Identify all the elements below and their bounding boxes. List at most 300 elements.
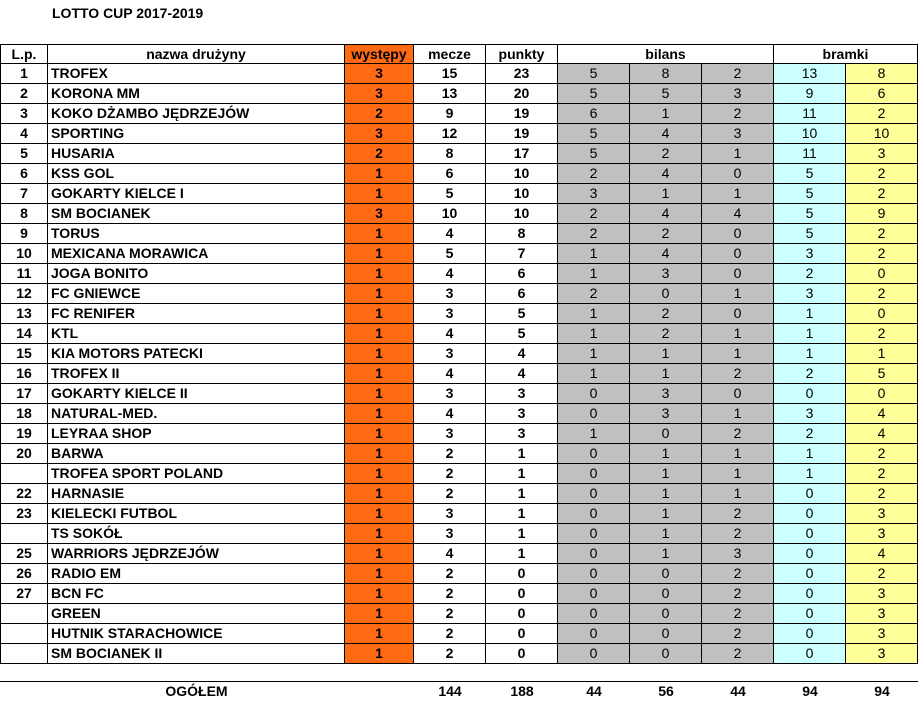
cell-bilans-3: 3 bbox=[702, 124, 774, 144]
cell-name: WARRIORS JĘDRZEJÓW bbox=[48, 544, 345, 564]
cell-bramki-2: 2 bbox=[846, 184, 918, 204]
cell-mecze: 6 bbox=[414, 164, 486, 184]
cell-name: LEYRAA SHOP bbox=[48, 424, 345, 444]
cell-lp: 20 bbox=[0, 444, 48, 464]
totals-label: OGÓŁEM bbox=[48, 682, 345, 702]
cell-name: TROFEA SPORT POLAND bbox=[48, 464, 345, 484]
cell-bramki-2: 3 bbox=[846, 524, 918, 544]
cell-lp: 10 bbox=[0, 244, 48, 264]
cell-lp: 16 bbox=[0, 364, 48, 384]
cell-bramki-1: 3 bbox=[774, 284, 846, 304]
cell-bramki-1: 1 bbox=[774, 444, 846, 464]
cell-mecze: 3 bbox=[414, 504, 486, 524]
cell-bilans-2: 8 bbox=[630, 64, 702, 84]
cell-bilans-1: 1 bbox=[558, 304, 630, 324]
cell-bilans-3: 1 bbox=[702, 144, 774, 164]
cell-name: BCN FC bbox=[48, 584, 345, 604]
table-row bbox=[0, 324, 918, 344]
table-row bbox=[0, 164, 918, 184]
cell-bilans-3: 0 bbox=[702, 384, 774, 404]
cell-mecze: 8 bbox=[414, 144, 486, 164]
cell-lp: 18 bbox=[0, 404, 48, 424]
cell-bilans-2: 0 bbox=[630, 564, 702, 584]
cell-bramki-1: 0 bbox=[774, 544, 846, 564]
cell-bilans-2: 2 bbox=[630, 304, 702, 324]
cell-bramki-2: 5 bbox=[846, 364, 918, 384]
cell-bilans-2: 1 bbox=[630, 544, 702, 564]
cell-punkty: 4 bbox=[486, 364, 558, 384]
totals-bilans-1: 44 bbox=[558, 682, 630, 702]
table-row bbox=[0, 284, 918, 304]
table-row bbox=[0, 344, 918, 364]
cell-mecze: 3 bbox=[414, 384, 486, 404]
cell-punkty: 0 bbox=[486, 644, 558, 664]
cell-punkty: 8 bbox=[486, 224, 558, 244]
cell-bramki-1: 1 bbox=[774, 344, 846, 364]
cell-lp: 2 bbox=[0, 84, 48, 104]
totals-punkty: 188 bbox=[486, 682, 558, 702]
cell-bilans-3: 2 bbox=[702, 364, 774, 384]
cell-lp: 22 bbox=[0, 484, 48, 504]
cell-bramki-2: 2 bbox=[846, 284, 918, 304]
cell-punkty: 6 bbox=[486, 264, 558, 284]
cell-lp bbox=[0, 644, 48, 664]
table-row bbox=[0, 204, 918, 224]
cell-bramki-2: 4 bbox=[846, 424, 918, 444]
cell-name: SM BOCIANEK II bbox=[48, 644, 345, 664]
cell-punkty: 0 bbox=[486, 564, 558, 584]
cell-bramki-1: 11 bbox=[774, 144, 846, 164]
cell-bramki-2: 3 bbox=[846, 644, 918, 664]
cell-bilans-2: 0 bbox=[630, 644, 702, 664]
cell-bilans-2: 1 bbox=[630, 524, 702, 544]
cell-punkty: 1 bbox=[486, 504, 558, 524]
cell-bilans-2: 0 bbox=[630, 584, 702, 604]
cell-name: NATURAL-MED. bbox=[48, 404, 345, 424]
cell-bilans-3: 1 bbox=[702, 484, 774, 504]
cell-bramki-1: 3 bbox=[774, 244, 846, 264]
cell-wystepy: 1 bbox=[345, 364, 414, 384]
table-row bbox=[0, 84, 918, 104]
cell-punkty: 0 bbox=[486, 584, 558, 604]
cell-bilans-2: 2 bbox=[630, 224, 702, 244]
cell-lp bbox=[0, 524, 48, 544]
cell-bilans-1: 2 bbox=[558, 284, 630, 304]
cell-punkty: 1 bbox=[486, 464, 558, 484]
header-bramki: bramki bbox=[774, 44, 918, 64]
cell-bramki-1: 5 bbox=[774, 204, 846, 224]
cell-bilans-1: 0 bbox=[558, 484, 630, 504]
cell-lp bbox=[0, 624, 48, 644]
cell-name: KTL bbox=[48, 324, 345, 344]
cell-name: TROFEX II bbox=[48, 364, 345, 384]
cell-punkty: 19 bbox=[486, 124, 558, 144]
cell-wystepy: 1 bbox=[345, 524, 414, 544]
cell-wystepy: 3 bbox=[345, 124, 414, 144]
cell-punkty: 1 bbox=[486, 484, 558, 504]
cell-punkty: 10 bbox=[486, 164, 558, 184]
cell-bramki-2: 9 bbox=[846, 204, 918, 224]
cell-bilans-1: 1 bbox=[558, 244, 630, 264]
cell-mecze: 2 bbox=[414, 564, 486, 584]
cell-bramki-2: 2 bbox=[846, 164, 918, 184]
cell-bramki-1: 0 bbox=[774, 504, 846, 524]
cell-bilans-1: 2 bbox=[558, 204, 630, 224]
cell-wystepy: 2 bbox=[345, 144, 414, 164]
cell-bilans-2: 0 bbox=[630, 284, 702, 304]
header-wystepy: występy bbox=[345, 44, 414, 64]
cell-name: TS SOKÓŁ bbox=[48, 524, 345, 544]
cell-bilans-3: 0 bbox=[702, 264, 774, 284]
cell-bilans-1: 6 bbox=[558, 104, 630, 124]
cell-lp: 14 bbox=[0, 324, 48, 344]
cell-bilans-3: 2 bbox=[702, 104, 774, 124]
cell-bramki-1: 0 bbox=[774, 564, 846, 584]
cell-bilans-1: 0 bbox=[558, 384, 630, 404]
cell-wystepy: 3 bbox=[345, 204, 414, 224]
cell-bilans-3: 1 bbox=[702, 444, 774, 464]
table-row bbox=[0, 304, 918, 324]
cell-wystepy: 1 bbox=[345, 224, 414, 244]
cell-wystepy: 1 bbox=[345, 384, 414, 404]
cell-bramki-1: 0 bbox=[774, 644, 846, 664]
cell-bilans-2: 1 bbox=[630, 464, 702, 484]
cell-bilans-1: 0 bbox=[558, 404, 630, 424]
cell-mecze: 3 bbox=[414, 424, 486, 444]
cell-bramki-2: 2 bbox=[846, 444, 918, 464]
cell-mecze: 9 bbox=[414, 104, 486, 124]
cell-mecze: 3 bbox=[414, 304, 486, 324]
cell-lp: 25 bbox=[0, 544, 48, 564]
cell-bramki-2: 0 bbox=[846, 304, 918, 324]
cell-bilans-2: 1 bbox=[630, 484, 702, 504]
totals-mecze: 144 bbox=[414, 682, 486, 702]
cell-bramki-2: 0 bbox=[846, 384, 918, 404]
cell-bilans-2: 1 bbox=[630, 444, 702, 464]
cell-bilans-1: 5 bbox=[558, 84, 630, 104]
cell-bilans-3: 1 bbox=[702, 464, 774, 484]
cell-bilans-3: 1 bbox=[702, 184, 774, 204]
cell-wystepy: 1 bbox=[345, 484, 414, 504]
cell-wystepy: 1 bbox=[345, 304, 414, 324]
totals-row bbox=[0, 682, 918, 702]
cell-bramki-2: 4 bbox=[846, 404, 918, 424]
cell-bilans-2: 4 bbox=[630, 204, 702, 224]
table-row bbox=[0, 524, 918, 544]
cell-bramki-1: 1 bbox=[774, 464, 846, 484]
cell-wystepy: 1 bbox=[345, 604, 414, 624]
cell-bilans-3: 0 bbox=[702, 164, 774, 184]
cell-bilans-2: 1 bbox=[630, 364, 702, 384]
cell-lp: 23 bbox=[0, 504, 48, 524]
cell-bramki-1: 1 bbox=[774, 324, 846, 344]
cell-name: HUTNIK STARACHOWICE bbox=[48, 624, 345, 644]
cell-bilans-1: 1 bbox=[558, 324, 630, 344]
cell-mecze: 3 bbox=[414, 344, 486, 364]
cell-name: SM BOCIANEK bbox=[48, 204, 345, 224]
cell-bilans-2: 3 bbox=[630, 264, 702, 284]
cell-wystepy: 1 bbox=[345, 164, 414, 184]
cell-punkty: 7 bbox=[486, 244, 558, 264]
spacer-row bbox=[0, 662, 918, 682]
cell-wystepy: 1 bbox=[345, 464, 414, 484]
cell-bilans-1: 5 bbox=[558, 144, 630, 164]
totals-bilans-3: 44 bbox=[702, 682, 774, 702]
cell-mecze: 2 bbox=[414, 624, 486, 644]
cell-mecze: 3 bbox=[414, 284, 486, 304]
cell-name: FC GNIEWCE bbox=[48, 284, 345, 304]
cell-wystepy: 1 bbox=[345, 644, 414, 664]
cell-bramki-2: 8 bbox=[846, 64, 918, 84]
table-row bbox=[0, 624, 918, 644]
cell-mecze: 2 bbox=[414, 584, 486, 604]
header-mecze: mecze bbox=[414, 44, 486, 64]
cell-bramki-1: 2 bbox=[774, 424, 846, 444]
cell-wystepy: 1 bbox=[345, 504, 414, 524]
cell-mecze: 4 bbox=[414, 324, 486, 344]
cell-bramki-2: 3 bbox=[846, 604, 918, 624]
table-row bbox=[0, 564, 918, 584]
cell-wystepy: 1 bbox=[345, 544, 414, 564]
cell-bramki-1: 13 bbox=[774, 64, 846, 84]
cell-bramki-2: 3 bbox=[846, 624, 918, 644]
cell-bilans-1: 3 bbox=[558, 184, 630, 204]
cell-name: TORUS bbox=[48, 224, 345, 244]
cell-name: KSS GOL bbox=[48, 164, 345, 184]
cell-bilans-1: 0 bbox=[558, 624, 630, 644]
cell-lp: 4 bbox=[0, 124, 48, 144]
cell-bramki-1: 0 bbox=[774, 604, 846, 624]
cell-wystepy: 1 bbox=[345, 324, 414, 344]
cell-bilans-3: 0 bbox=[702, 224, 774, 244]
cell-punkty: 4 bbox=[486, 344, 558, 364]
cell-bramki-1: 0 bbox=[774, 524, 846, 544]
cell-bilans-1: 5 bbox=[558, 64, 630, 84]
table-row bbox=[0, 144, 918, 164]
cell-punkty: 5 bbox=[486, 324, 558, 344]
cell-mecze: 13 bbox=[414, 84, 486, 104]
cell-wystepy: 1 bbox=[345, 264, 414, 284]
cell-bilans-1: 0 bbox=[558, 564, 630, 584]
cell-bramki-2: 2 bbox=[846, 564, 918, 584]
table-row bbox=[0, 504, 918, 524]
cell-bilans-3: 4 bbox=[702, 204, 774, 224]
cell-name: KIELECKI FUTBOL bbox=[48, 504, 345, 524]
cell-punkty: 3 bbox=[486, 424, 558, 444]
cell-bilans-2: 1 bbox=[630, 184, 702, 204]
cell-bilans-1: 1 bbox=[558, 344, 630, 364]
cell-lp: 13 bbox=[0, 304, 48, 324]
cell-punkty: 10 bbox=[486, 184, 558, 204]
cell-bramki-2: 0 bbox=[846, 264, 918, 284]
cell-bramki-1: 2 bbox=[774, 364, 846, 384]
cell-bramki-1: 2 bbox=[774, 264, 846, 284]
cell-name: SPORTING bbox=[48, 124, 345, 144]
cell-bilans-2: 2 bbox=[630, 144, 702, 164]
cell-mecze: 2 bbox=[414, 444, 486, 464]
cell-name: RADIO EM bbox=[48, 564, 345, 584]
cell-lp: 12 bbox=[0, 284, 48, 304]
cell-bilans-3: 1 bbox=[702, 404, 774, 424]
cell-mecze: 5 bbox=[414, 244, 486, 264]
cell-bramki-1: 10 bbox=[774, 124, 846, 144]
cell-bilans-2: 4 bbox=[630, 244, 702, 264]
cell-name: KIA MOTORS PATECKI bbox=[48, 344, 345, 364]
cell-bilans-2: 4 bbox=[630, 164, 702, 184]
cell-bramki-2: 2 bbox=[846, 484, 918, 504]
cell-punkty: 17 bbox=[486, 144, 558, 164]
table-row bbox=[0, 64, 918, 84]
cell-bramki-1: 3 bbox=[774, 404, 846, 424]
cell-bilans-1: 0 bbox=[558, 464, 630, 484]
cell-mecze: 4 bbox=[414, 404, 486, 424]
cell-bilans-3: 2 bbox=[702, 424, 774, 444]
cell-wystepy: 1 bbox=[345, 424, 414, 444]
cell-name: GREEN bbox=[48, 604, 345, 624]
header-bilans: bilans bbox=[558, 44, 774, 64]
cell-bramki-1: 0 bbox=[774, 624, 846, 644]
cell-mecze: 15 bbox=[414, 64, 486, 84]
cell-bramki-2: 1 bbox=[846, 344, 918, 364]
table-row bbox=[0, 604, 918, 624]
cell-mecze: 10 bbox=[414, 204, 486, 224]
table-row bbox=[0, 644, 918, 664]
cell-mecze: 2 bbox=[414, 604, 486, 624]
cell-lp: 8 bbox=[0, 204, 48, 224]
table-row bbox=[0, 384, 918, 404]
cell-name: KORONA MM bbox=[48, 84, 345, 104]
cell-punkty: 1 bbox=[486, 524, 558, 544]
cell-wystepy: 1 bbox=[345, 444, 414, 464]
cell-bilans-3: 0 bbox=[702, 244, 774, 264]
cell-lp: 27 bbox=[0, 584, 48, 604]
cell-mecze: 12 bbox=[414, 124, 486, 144]
cell-wystepy: 1 bbox=[345, 404, 414, 424]
cell-punkty: 0 bbox=[486, 624, 558, 644]
cell-bramki-1: 1 bbox=[774, 304, 846, 324]
cell-bilans-3: 0 bbox=[702, 304, 774, 324]
cell-lp bbox=[0, 464, 48, 484]
cell-name: JOGA BONITO bbox=[48, 264, 345, 284]
table-row bbox=[0, 184, 918, 204]
table-row bbox=[0, 444, 918, 464]
table-row bbox=[0, 484, 918, 504]
cell-wystepy: 1 bbox=[345, 344, 414, 364]
cell-bilans-1: 0 bbox=[558, 444, 630, 464]
header-punkty: punkty bbox=[486, 44, 558, 64]
cell-bilans-2: 2 bbox=[630, 324, 702, 344]
cell-bramki-2: 3 bbox=[846, 144, 918, 164]
cell-wystepy: 1 bbox=[345, 244, 414, 264]
cell-bramki-1: 11 bbox=[774, 104, 846, 124]
cell-bramki-1: 5 bbox=[774, 184, 846, 204]
cell-wystepy: 3 bbox=[345, 64, 414, 84]
cell-punkty: 19 bbox=[486, 104, 558, 124]
cell-bilans-3: 2 bbox=[702, 644, 774, 664]
cell-mecze: 4 bbox=[414, 224, 486, 244]
cell-name: GOKARTY KIELCE I bbox=[48, 184, 345, 204]
cell-name: BARWA bbox=[48, 444, 345, 464]
cell-bilans-1: 1 bbox=[558, 264, 630, 284]
table-row bbox=[0, 424, 918, 444]
cell-bramki-2: 2 bbox=[846, 464, 918, 484]
table-row bbox=[0, 404, 918, 424]
table-row bbox=[0, 264, 918, 284]
cell-bramki-1: 0 bbox=[774, 484, 846, 504]
header-name: nazwa drużyny bbox=[48, 44, 345, 64]
cell-wystepy: 1 bbox=[345, 584, 414, 604]
cell-bilans-3: 2 bbox=[702, 624, 774, 644]
cell-lp bbox=[0, 604, 48, 624]
cell-punkty: 23 bbox=[486, 64, 558, 84]
cell-bilans-1: 0 bbox=[558, 584, 630, 604]
cell-name: HUSARIA bbox=[48, 144, 345, 164]
cell-bilans-3: 2 bbox=[702, 64, 774, 84]
table-row bbox=[0, 464, 918, 484]
cell-bramki-2: 2 bbox=[846, 224, 918, 244]
cell-punkty: 10 bbox=[486, 204, 558, 224]
cell-bramki-2: 4 bbox=[846, 544, 918, 564]
cell-bilans-2: 1 bbox=[630, 344, 702, 364]
cell-bilans-1: 1 bbox=[558, 424, 630, 444]
header-row bbox=[0, 44, 918, 64]
cell-bilans-1: 5 bbox=[558, 124, 630, 144]
cell-wystepy: 1 bbox=[345, 184, 414, 204]
table-row bbox=[0, 244, 918, 264]
cell-bramki-2: 10 bbox=[846, 124, 918, 144]
cell-lp: 5 bbox=[0, 144, 48, 164]
cell-bilans-2: 0 bbox=[630, 624, 702, 644]
cell-bramki-1: 5 bbox=[774, 164, 846, 184]
cell-bilans-2: 5 bbox=[630, 84, 702, 104]
cell-bilans-2: 1 bbox=[630, 104, 702, 124]
cell-bramki-2: 6 bbox=[846, 84, 918, 104]
cell-bramki-2: 3 bbox=[846, 504, 918, 524]
table-row bbox=[0, 584, 918, 604]
cell-mecze: 4 bbox=[414, 364, 486, 384]
cell-bilans-3: 3 bbox=[702, 544, 774, 564]
cell-bilans-1: 0 bbox=[558, 544, 630, 564]
cell-punkty: 3 bbox=[486, 384, 558, 404]
cell-wystepy: 1 bbox=[345, 284, 414, 304]
cell-bilans-3: 1 bbox=[702, 324, 774, 344]
cell-mecze: 2 bbox=[414, 484, 486, 504]
cell-mecze: 5 bbox=[414, 184, 486, 204]
totals-bramki-1: 94 bbox=[774, 682, 846, 702]
cell-mecze: 2 bbox=[414, 464, 486, 484]
cell-lp: 6 bbox=[0, 164, 48, 184]
cell-bilans-3: 3 bbox=[702, 84, 774, 104]
table-row bbox=[0, 544, 918, 564]
cell-bilans-2: 4 bbox=[630, 124, 702, 144]
cell-punkty: 0 bbox=[486, 604, 558, 624]
cell-lp: 7 bbox=[0, 184, 48, 204]
cell-bilans-1: 2 bbox=[558, 164, 630, 184]
cell-lp: 11 bbox=[0, 264, 48, 284]
cell-bilans-3: 2 bbox=[702, 604, 774, 624]
cell-wystepy: 1 bbox=[345, 624, 414, 644]
cell-bilans-2: 3 bbox=[630, 384, 702, 404]
cell-mecze: 4 bbox=[414, 544, 486, 564]
cell-bramki-1: 0 bbox=[774, 584, 846, 604]
table-row bbox=[0, 364, 918, 384]
cell-mecze: 2 bbox=[414, 644, 486, 664]
cell-lp: 17 bbox=[0, 384, 48, 404]
cell-lp: 1 bbox=[0, 64, 48, 84]
header-lp: L.p. bbox=[0, 44, 48, 64]
cell-bilans-1: 0 bbox=[558, 604, 630, 624]
cell-lp: 9 bbox=[0, 224, 48, 244]
